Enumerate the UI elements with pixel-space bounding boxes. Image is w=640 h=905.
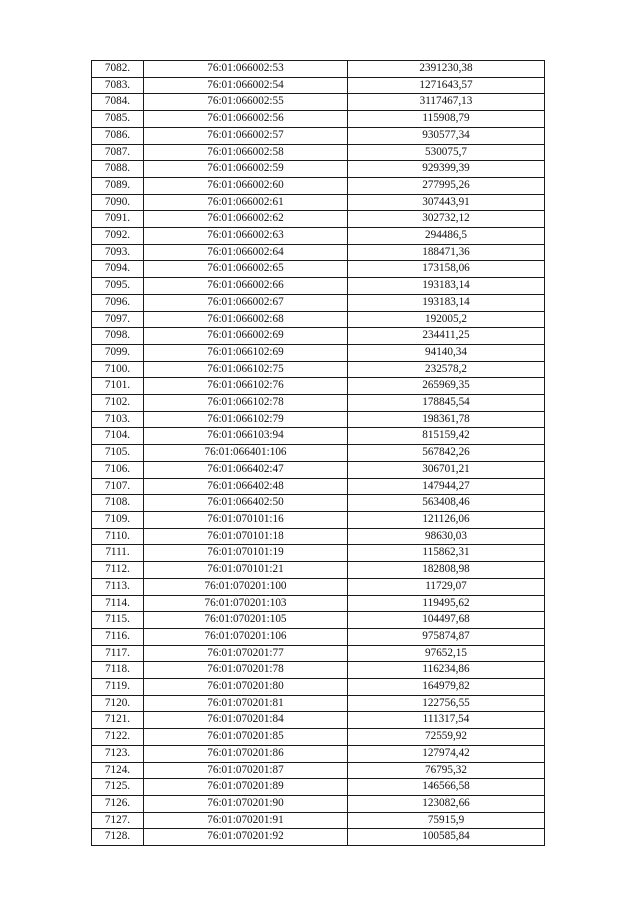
row-number-cell: 7123. — [92, 745, 144, 762]
value-cell: 127974,42 — [348, 745, 545, 762]
cadastral-number-cell: 76:01:070201:92 — [144, 829, 348, 846]
value-cell: 123082,66 — [348, 795, 545, 812]
cadastral-number-cell: 76:01:070201:90 — [144, 795, 348, 812]
value-cell: 294486,5 — [348, 228, 545, 245]
table-row — [92, 61, 545, 78]
table-row — [92, 77, 545, 94]
table-row — [92, 378, 545, 395]
value-cell: 232578,2 — [348, 361, 545, 378]
value-cell: 192005,2 — [348, 311, 545, 328]
table-row — [92, 745, 545, 762]
table-row — [92, 194, 545, 211]
value-cell: 182808,98 — [348, 562, 545, 579]
value-cell: 173158,06 — [348, 261, 545, 278]
row-number-cell: 7122. — [92, 729, 144, 746]
row-number-cell: 7114. — [92, 595, 144, 612]
row-number-cell: 7103. — [92, 411, 144, 428]
row-number-cell: 7085. — [92, 111, 144, 128]
row-number-cell: 7127. — [92, 812, 144, 829]
value-cell: 164979,82 — [348, 679, 545, 696]
cadastral-number-cell: 76:01:066002:61 — [144, 194, 348, 211]
cadastral-number-cell: 76:01:066002:53 — [144, 61, 348, 78]
table-row — [92, 695, 545, 712]
value-cell: 198361,78 — [348, 411, 545, 428]
row-number-cell: 7121. — [92, 712, 144, 729]
table-row — [92, 294, 545, 311]
value-cell: 97652,15 — [348, 645, 545, 662]
table-row — [92, 344, 545, 361]
row-number-cell: 7108. — [92, 495, 144, 512]
row-number-cell: 7096. — [92, 294, 144, 311]
cadastral-number-cell: 76:01:066002:57 — [144, 127, 348, 144]
table-row — [92, 578, 545, 595]
cadastral-number-cell: 76:01:066002:66 — [144, 278, 348, 295]
row-number-cell: 7101. — [92, 378, 144, 395]
cadastral-number-cell: 76:01:066103:94 — [144, 428, 348, 445]
cadastral-number-cell: 76:01:070101:16 — [144, 511, 348, 528]
row-number-cell: 7109. — [92, 511, 144, 528]
cadastral-number-cell: 76:01:066002:58 — [144, 144, 348, 161]
cadastral-number-cell: 76:01:070201:87 — [144, 762, 348, 779]
table-row — [92, 361, 545, 378]
cadastral-number-cell: 76:01:066402:47 — [144, 461, 348, 478]
cadastral-number-cell: 76:01:070201:89 — [144, 779, 348, 796]
value-cell: 119495,62 — [348, 595, 545, 612]
cadastral-number-cell: 76:01:070201:86 — [144, 745, 348, 762]
table-row — [92, 411, 545, 428]
value-cell: 121126,06 — [348, 511, 545, 528]
value-cell: 115908,79 — [348, 111, 545, 128]
row-number-cell: 7126. — [92, 795, 144, 812]
cadastral-number-cell: 76:01:070201:100 — [144, 578, 348, 595]
value-cell: 100585,84 — [348, 829, 545, 846]
cadastral-number-cell: 76:01:066102:75 — [144, 361, 348, 378]
table-row — [92, 712, 545, 729]
value-cell: 11729,07 — [348, 578, 545, 595]
row-number-cell: 7098. — [92, 328, 144, 345]
value-cell: 94140,34 — [348, 344, 545, 361]
table-row — [92, 94, 545, 111]
value-cell: 116234,86 — [348, 662, 545, 679]
table-row — [92, 645, 545, 662]
row-number-cell: 7086. — [92, 127, 144, 144]
cadastral-number-cell: 76:01:070201:106 — [144, 628, 348, 645]
table-row — [92, 228, 545, 245]
row-number-cell: 7091. — [92, 211, 144, 228]
row-number-cell: 7117. — [92, 645, 144, 662]
table-row — [92, 662, 545, 679]
table-row — [92, 311, 545, 328]
value-cell: 72559,92 — [348, 729, 545, 746]
table-row — [92, 679, 545, 696]
table-row — [92, 729, 545, 746]
row-number-cell: 7111. — [92, 545, 144, 562]
value-cell: 929399,39 — [348, 161, 545, 178]
table-row — [92, 812, 545, 829]
value-cell: 111317,54 — [348, 712, 545, 729]
value-cell: 563408,46 — [348, 495, 545, 512]
cadastral-number-cell: 76:01:066102:79 — [144, 411, 348, 428]
table-row — [92, 779, 545, 796]
cadastral-number-cell: 76:01:070101:21 — [144, 562, 348, 579]
table-row — [92, 328, 545, 345]
table-row — [92, 562, 545, 579]
value-cell: 530075,7 — [348, 144, 545, 161]
table-row — [92, 428, 545, 445]
cadastral-number-cell: 76:01:070201:85 — [144, 729, 348, 746]
table-row — [92, 144, 545, 161]
table-row — [92, 461, 545, 478]
row-number-cell: 7116. — [92, 628, 144, 645]
cadastral-number-cell: 76:01:070201:80 — [144, 679, 348, 696]
row-number-cell: 7115. — [92, 612, 144, 629]
value-cell: 306701,21 — [348, 461, 545, 478]
cadastral-number-cell: 76:01:066402:48 — [144, 478, 348, 495]
cadastral-number-cell: 76:01:066402:50 — [144, 495, 348, 512]
cadastral-number-cell: 76:01:070101:18 — [144, 528, 348, 545]
row-number-cell: 7100. — [92, 361, 144, 378]
row-number-cell: 7089. — [92, 177, 144, 194]
cadastral-number-cell: 76:01:066002:59 — [144, 161, 348, 178]
table-row — [92, 445, 545, 462]
row-number-cell: 7110. — [92, 528, 144, 545]
value-cell: 930577,34 — [348, 127, 545, 144]
value-cell: 178845,54 — [348, 395, 545, 412]
cadastral-number-cell: 76:01:070201:91 — [144, 812, 348, 829]
table-row — [92, 495, 545, 512]
row-number-cell: 7120. — [92, 695, 144, 712]
value-cell: 234411,25 — [348, 328, 545, 345]
cadastral-number-cell: 76:01:066401:106 — [144, 445, 348, 462]
value-cell: 2391230,38 — [348, 61, 545, 78]
row-number-cell: 7105. — [92, 445, 144, 462]
cadastral-number-cell: 76:01:066102:76 — [144, 378, 348, 395]
cadastral-number-cell: 76:01:066002:67 — [144, 294, 348, 311]
value-cell: 115862,31 — [348, 545, 545, 562]
table-row — [92, 478, 545, 495]
table-row — [92, 612, 545, 629]
row-number-cell: 7083. — [92, 77, 144, 94]
row-number-cell: 7119. — [92, 679, 144, 696]
table-row — [92, 395, 545, 412]
cadastral-number-cell: 76:01:066002:60 — [144, 177, 348, 194]
value-cell: 975874,87 — [348, 628, 545, 645]
row-number-cell: 7106. — [92, 461, 144, 478]
value-cell: 1271643,57 — [348, 77, 545, 94]
cadastral-number-cell: 76:01:070201:103 — [144, 595, 348, 612]
cadastral-number-cell: 76:01:070101:19 — [144, 545, 348, 562]
table-row — [92, 261, 545, 278]
value-cell: 815159,42 — [348, 428, 545, 445]
row-number-cell: 7128. — [92, 829, 144, 846]
value-cell: 307443,91 — [348, 194, 545, 211]
table-row — [92, 244, 545, 261]
row-number-cell: 7092. — [92, 228, 144, 245]
cadastral-number-cell: 76:01:066102:78 — [144, 395, 348, 412]
value-cell: 193183,14 — [348, 294, 545, 311]
table-row — [92, 545, 545, 562]
value-cell: 146566,58 — [348, 779, 545, 796]
table-row — [92, 177, 545, 194]
table-row — [92, 595, 545, 612]
cadastral-number-cell: 76:01:066002:68 — [144, 311, 348, 328]
cadastral-number-cell: 76:01:070201:84 — [144, 712, 348, 729]
value-cell: 193183,14 — [348, 278, 545, 295]
table-row — [92, 795, 545, 812]
row-number-cell: 7082. — [92, 61, 144, 78]
value-cell: 188471,36 — [348, 244, 545, 261]
cadastral-number-cell: 76:01:066002:64 — [144, 244, 348, 261]
cadastral-value-table — [91, 60, 545, 846]
table-row — [92, 762, 545, 779]
row-number-cell: 7095. — [92, 278, 144, 295]
row-number-cell: 7099. — [92, 344, 144, 361]
row-number-cell: 7104. — [92, 428, 144, 445]
cadastral-number-cell: 76:01:070201:105 — [144, 612, 348, 629]
row-number-cell: 7088. — [92, 161, 144, 178]
value-cell: 147944,27 — [348, 478, 545, 495]
cadastral-number-cell: 76:01:070201:81 — [144, 695, 348, 712]
row-number-cell: 7093. — [92, 244, 144, 261]
row-number-cell: 7107. — [92, 478, 144, 495]
row-number-cell: 7094. — [92, 261, 144, 278]
cadastral-number-cell: 76:01:066002:55 — [144, 94, 348, 111]
cadastral-number-cell: 76:01:070201:77 — [144, 645, 348, 662]
table-row — [92, 628, 545, 645]
row-number-cell: 7087. — [92, 144, 144, 161]
row-number-cell: 7090. — [92, 194, 144, 211]
value-cell: 76795,32 — [348, 762, 545, 779]
table-row — [92, 829, 545, 846]
value-cell: 265969,35 — [348, 378, 545, 395]
table-row — [92, 127, 545, 144]
value-cell: 277995,26 — [348, 177, 545, 194]
table-row — [92, 278, 545, 295]
table-row — [92, 161, 545, 178]
row-number-cell: 7125. — [92, 779, 144, 796]
cadastral-number-cell: 76:01:066102:69 — [144, 344, 348, 361]
value-cell: 98630,03 — [348, 528, 545, 545]
row-number-cell: 7084. — [92, 94, 144, 111]
row-number-cell: 7112. — [92, 562, 144, 579]
cadastral-number-cell: 76:01:066002:65 — [144, 261, 348, 278]
table-row — [92, 511, 545, 528]
value-cell: 122756,55 — [348, 695, 545, 712]
value-cell: 567842,26 — [348, 445, 545, 462]
value-cell: 3117467,13 — [348, 94, 545, 111]
cadastral-number-cell: 76:01:066002:62 — [144, 211, 348, 228]
table-body — [92, 61, 545, 846]
cadastral-number-cell: 76:01:066002:69 — [144, 328, 348, 345]
value-cell: 302732,12 — [348, 211, 545, 228]
cadastral-number-cell: 76:01:066002:54 — [144, 77, 348, 94]
cadastral-number-cell: 76:01:066002:56 — [144, 111, 348, 128]
row-number-cell: 7124. — [92, 762, 144, 779]
cadastral-number-cell: 76:01:066002:63 — [144, 228, 348, 245]
row-number-cell: 7097. — [92, 311, 144, 328]
row-number-cell: 7102. — [92, 395, 144, 412]
value-cell: 75915,9 — [348, 812, 545, 829]
cadastral-number-cell: 76:01:070201:78 — [144, 662, 348, 679]
row-number-cell: 7118. — [92, 662, 144, 679]
value-cell: 104497,68 — [348, 612, 545, 629]
table-row — [92, 211, 545, 228]
table-row — [92, 111, 545, 128]
row-number-cell: 7113. — [92, 578, 144, 595]
table-row — [92, 528, 545, 545]
